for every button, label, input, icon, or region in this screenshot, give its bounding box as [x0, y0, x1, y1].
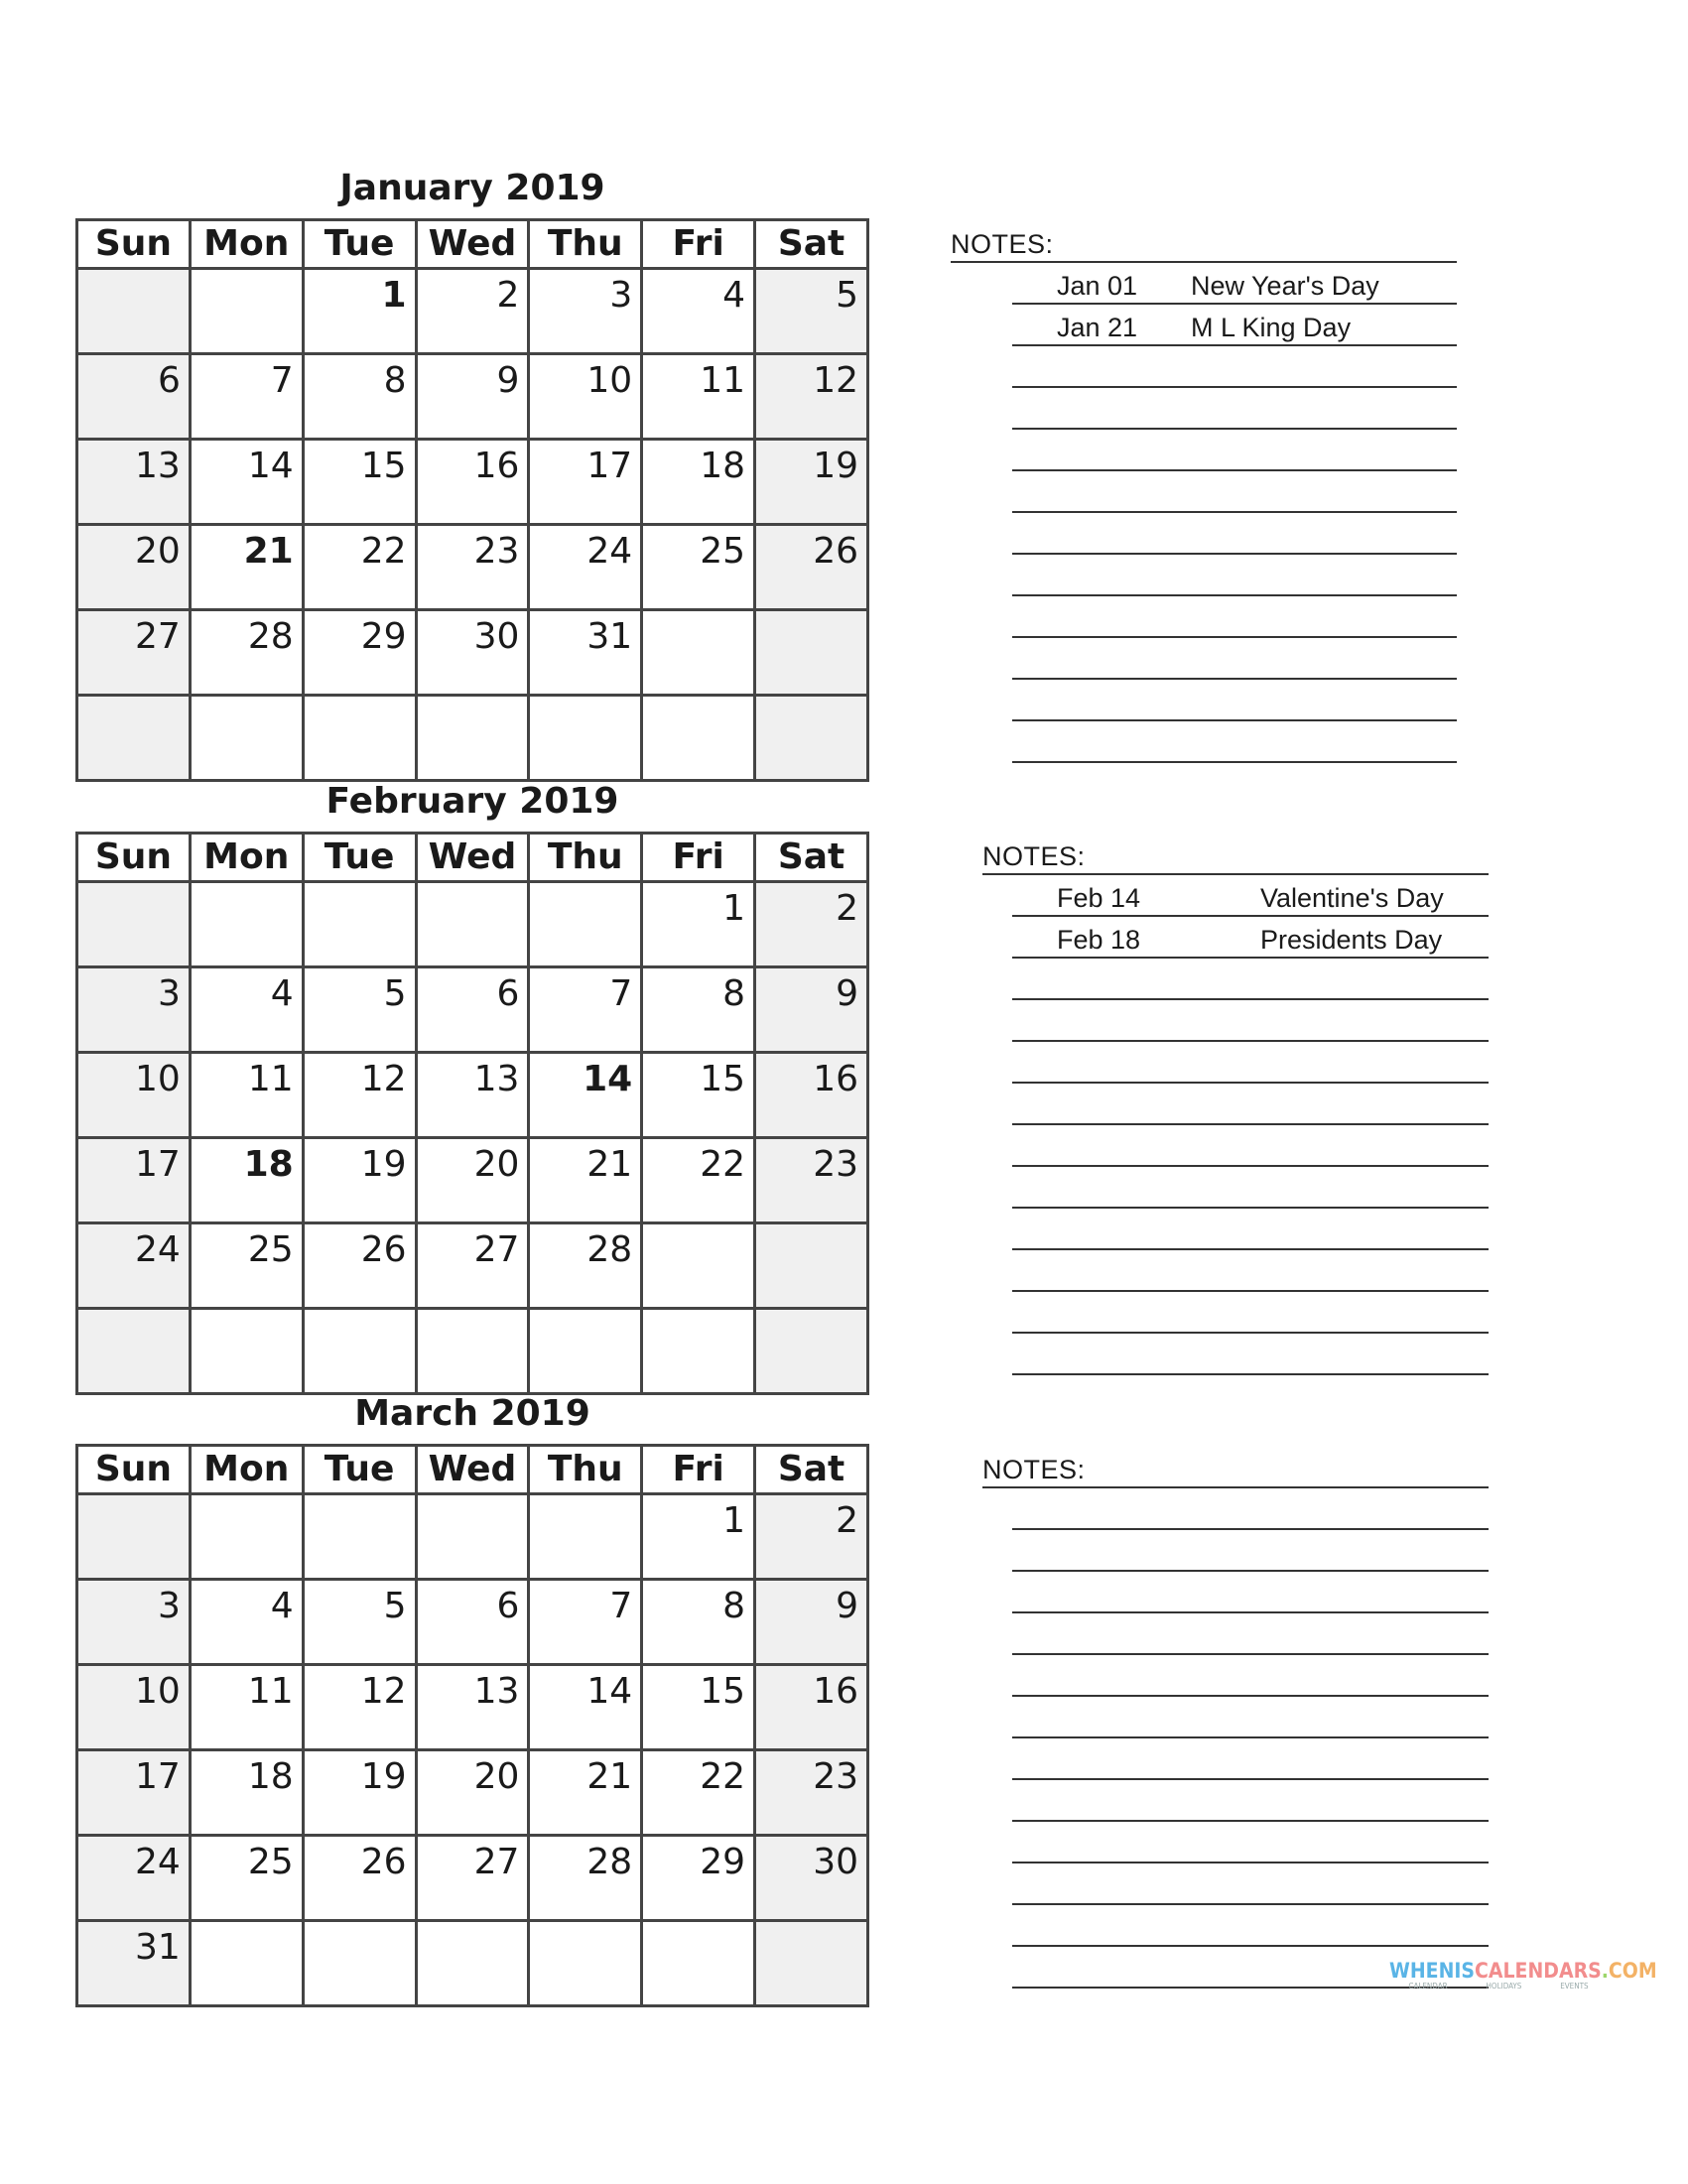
day-cell: 25: [642, 525, 755, 610]
day-cell: 18: [190, 1750, 303, 1836]
day-cell: [77, 269, 191, 354]
day-cell: 23: [755, 1750, 868, 1836]
day-cell: [755, 696, 868, 781]
day-cell: 2: [755, 1494, 868, 1580]
day-cell: [77, 882, 191, 967]
weekday-header: Mon: [190, 220, 303, 269]
day-cell: [755, 610, 868, 696]
day-cell: 12: [303, 1665, 416, 1750]
day-cell: [190, 882, 303, 967]
day-cell: 22: [642, 1750, 755, 1836]
day-cell: 7: [529, 967, 642, 1053]
day-cell: 26: [303, 1836, 416, 1921]
note-line[interactable]: [1012, 1822, 1489, 1863]
week-row: [77, 1580, 868, 1665]
day-cell: 17: [529, 440, 642, 525]
day-cell: 19: [303, 1138, 416, 1223]
day-cell: 8: [303, 354, 416, 440]
note-line[interactable]: [1012, 1780, 1489, 1822]
day-cell: 20: [77, 525, 191, 610]
day-cell: 6: [416, 1580, 529, 1665]
day-cell: 2: [755, 882, 868, 967]
day-cell: 17: [77, 1138, 191, 1223]
day-cell: 11: [190, 1053, 303, 1138]
day-cell: [303, 1494, 416, 1580]
day-cell: 23: [755, 1138, 868, 1223]
day-cell: [416, 1309, 529, 1394]
day-cell: 26: [755, 525, 868, 610]
weekday-header: Wed: [416, 1446, 529, 1494]
week-row: [77, 525, 868, 610]
day-cell: 24: [77, 1223, 191, 1309]
day-cell: [755, 1309, 868, 1394]
day-cell: 18: [642, 440, 755, 525]
day-cell: 14: [529, 1053, 642, 1138]
day-cell: 9: [416, 354, 529, 440]
note-line[interactable]: [1012, 513, 1457, 555]
day-cell: 2: [416, 269, 529, 354]
day-cell: [190, 1921, 303, 2006]
weekday-header: Sat: [755, 834, 868, 882]
day-cell: 27: [416, 1836, 529, 1921]
note-line[interactable]: [1012, 1738, 1489, 1780]
week-row: [77, 882, 868, 967]
day-cell: 13: [416, 1053, 529, 1138]
day-cell: [77, 1309, 191, 1394]
weekday-header: Mon: [190, 1446, 303, 1494]
note-line[interactable]: [1012, 555, 1457, 596]
day-cell: 16: [755, 1053, 868, 1138]
day-cell: [529, 1494, 642, 1580]
note-date: Jan 01: [1057, 271, 1138, 301]
note-date: Feb 14: [1057, 883, 1141, 913]
note-date: Feb 18: [1057, 925, 1141, 955]
day-cell: 21: [190, 525, 303, 610]
day-cell: [642, 1921, 755, 2006]
day-cell: 4: [190, 1580, 303, 1665]
day-cell: 24: [529, 525, 642, 610]
calendar-grid-january: [75, 218, 869, 782]
day-cell: [529, 696, 642, 781]
note-line[interactable]: [1012, 346, 1457, 388]
weekday-header: Tue: [303, 1446, 416, 1494]
day-cell: [529, 1921, 642, 2006]
note-line[interactable]: [1012, 388, 1457, 430]
day-cell: 13: [416, 1665, 529, 1750]
day-cell: 31: [529, 610, 642, 696]
note-line[interactable]: [1012, 917, 1489, 959]
day-cell: 30: [755, 1836, 868, 1921]
weekday-header: Thu: [529, 1446, 642, 1494]
day-cell: [303, 1921, 416, 2006]
note-line[interactable]: [1012, 1530, 1489, 1572]
note-line[interactable]: [1012, 1613, 1489, 1655]
day-cell: [190, 1309, 303, 1394]
day-cell: 15: [642, 1665, 755, 1750]
note-line[interactable]: [1012, 638, 1457, 680]
day-cell: 13: [77, 440, 191, 525]
day-cell: 29: [642, 1836, 755, 1921]
day-cell: 9: [755, 967, 868, 1053]
note-line[interactable]: [1012, 1697, 1489, 1738]
day-cell: 23: [416, 525, 529, 610]
day-cell: 4: [642, 269, 755, 354]
day-cell: 16: [755, 1665, 868, 1750]
day-cell: 21: [529, 1138, 642, 1223]
day-cell: 7: [529, 1580, 642, 1665]
week-row: [77, 1750, 868, 1836]
weekday-header: Fri: [642, 220, 755, 269]
day-cell: 14: [529, 1665, 642, 1750]
month-title: February 2019: [325, 781, 619, 822]
note-line[interactable]: [1012, 596, 1457, 638]
day-cell: 9: [755, 1580, 868, 1665]
day-cell: 28: [190, 610, 303, 696]
day-cell: 3: [529, 269, 642, 354]
day-cell: 3: [77, 1580, 191, 1665]
weekday-header: Wed: [416, 834, 529, 882]
note-line[interactable]: [1012, 1488, 1489, 1530]
note-line[interactable]: [1012, 305, 1457, 346]
day-cell: [642, 1309, 755, 1394]
note-line[interactable]: [1012, 959, 1489, 1000]
note-line[interactable]: [1012, 1572, 1489, 1613]
week-row: [77, 696, 868, 781]
day-cell: [416, 1921, 529, 2006]
week-row: [77, 1494, 868, 1580]
weekday-header: Tue: [303, 220, 416, 269]
weekday-header: Sat: [755, 1446, 868, 1494]
weekday-header: Wed: [416, 220, 529, 269]
day-cell: 22: [303, 525, 416, 610]
day-cell: [755, 1921, 868, 2006]
day-cell: 17: [77, 1750, 191, 1836]
day-cell: 10: [529, 354, 642, 440]
day-cell: 8: [642, 1580, 755, 1665]
note-line[interactable]: [1012, 1250, 1489, 1292]
day-cell: [303, 1309, 416, 1394]
notes-label: NOTES:: [982, 1453, 1489, 1488]
day-cell: 27: [77, 610, 191, 696]
month-title: March 2019: [354, 1393, 590, 1434]
day-cell: 31: [77, 1921, 191, 2006]
note-line[interactable]: [1012, 1042, 1489, 1084]
day-cell: 28: [529, 1836, 642, 1921]
day-cell: 6: [77, 354, 191, 440]
notes-panel-february: [982, 839, 1489, 1375]
note-holiday-name: M L King Day: [1191, 313, 1352, 342]
day-cell: 20: [416, 1750, 529, 1836]
week-row: [77, 967, 868, 1053]
day-cell: 28: [529, 1223, 642, 1309]
day-cell: [303, 882, 416, 967]
day-cell: 4: [190, 967, 303, 1053]
day-cell: [303, 696, 416, 781]
day-cell: 22: [642, 1138, 755, 1223]
day-cell: [755, 1223, 868, 1309]
month-title: January 2019: [339, 168, 605, 208]
day-cell: 5: [755, 269, 868, 354]
day-cell: 8: [642, 967, 755, 1053]
day-cell: 19: [755, 440, 868, 525]
day-cell: 5: [303, 1580, 416, 1665]
day-cell: 10: [77, 1053, 191, 1138]
weekday-header: Mon: [190, 834, 303, 882]
day-cell: [190, 269, 303, 354]
note-line[interactable]: [1012, 430, 1457, 471]
note-date: Jan 21: [1057, 313, 1138, 342]
note-line[interactable]: [1012, 1655, 1489, 1697]
day-cell: [642, 696, 755, 781]
note-line[interactable]: [1012, 721, 1457, 763]
note-line[interactable]: [1012, 1334, 1489, 1375]
day-cell: 1: [642, 1494, 755, 1580]
note-line[interactable]: [1012, 875, 1489, 917]
day-cell: [529, 882, 642, 967]
day-cell: [77, 1494, 191, 1580]
day-cell: 25: [190, 1223, 303, 1309]
week-row: [77, 1836, 868, 1921]
note-holiday-name: Presidents Day: [1260, 925, 1443, 955]
day-cell: 7: [190, 354, 303, 440]
watermark-logo: WHENISCALENDARS.COM CALENDAR HOLIDAYS EVENTS: [1389, 1959, 1657, 1991]
weekday-header: Sun: [77, 834, 191, 882]
week-row: [77, 440, 868, 525]
weekday-header: Thu: [529, 834, 642, 882]
day-cell: 26: [303, 1223, 416, 1309]
day-cell: 10: [77, 1665, 191, 1750]
week-row: [77, 1053, 868, 1138]
week-row: [77, 1665, 868, 1750]
day-cell: 1: [642, 882, 755, 967]
calendar-grid-february: [75, 832, 869, 1395]
day-cell: 14: [190, 440, 303, 525]
day-cell: 27: [416, 1223, 529, 1309]
day-cell: 12: [303, 1053, 416, 1138]
day-cell: 29: [303, 610, 416, 696]
note-line[interactable]: [1012, 680, 1457, 721]
day-cell: 6: [416, 967, 529, 1053]
weekday-header: Sat: [755, 220, 868, 269]
note-holiday-name: Valentine's Day: [1260, 883, 1444, 913]
note-line[interactable]: [1012, 1863, 1489, 1905]
week-row: [77, 1921, 868, 2006]
day-cell: 5: [303, 967, 416, 1053]
week-row: [77, 1138, 868, 1223]
weekday-header: Thu: [529, 220, 642, 269]
day-cell: 11: [190, 1665, 303, 1750]
day-cell: [190, 696, 303, 781]
day-cell: 21: [529, 1750, 642, 1836]
calendar-grid-march: [75, 1444, 869, 2007]
day-cell: 18: [190, 1138, 303, 1223]
day-cell: 30: [416, 610, 529, 696]
note-line[interactable]: [1012, 263, 1457, 305]
weekday-header: Tue: [303, 834, 416, 882]
day-cell: [642, 610, 755, 696]
day-cell: [416, 1494, 529, 1580]
note-line[interactable]: [1012, 1000, 1489, 1042]
note-line[interactable]: [1012, 1125, 1489, 1167]
day-cell: [190, 1494, 303, 1580]
notes-label: NOTES:: [951, 227, 1457, 263]
note-line[interactable]: [1012, 1905, 1489, 1947]
note-line[interactable]: [1012, 1292, 1489, 1334]
week-row: [77, 610, 868, 696]
day-cell: [416, 696, 529, 781]
day-cell: 25: [190, 1836, 303, 1921]
note-line[interactable]: [1012, 471, 1457, 513]
weekday-header: Fri: [642, 1446, 755, 1494]
notes-panel-march: [982, 1453, 1489, 1989]
note-line[interactable]: [1012, 1084, 1489, 1125]
notes-label: NOTES:: [982, 839, 1489, 875]
week-row: [77, 269, 868, 354]
notes-panel-january: [951, 227, 1457, 763]
day-cell: [529, 1309, 642, 1394]
weekday-header: Sun: [77, 220, 191, 269]
day-cell: 12: [755, 354, 868, 440]
week-row: [77, 1223, 868, 1309]
day-cell: 24: [77, 1836, 191, 1921]
day-cell: 20: [416, 1138, 529, 1223]
weekday-header: Fri: [642, 834, 755, 882]
day-cell: [416, 882, 529, 967]
day-cell: 15: [642, 1053, 755, 1138]
day-cell: 15: [303, 440, 416, 525]
note-line[interactable]: [1012, 1209, 1489, 1250]
note-holiday-name: New Year's Day: [1191, 271, 1379, 301]
day-cell: 1: [303, 269, 416, 354]
week-row: [77, 1309, 868, 1394]
day-cell: [77, 696, 191, 781]
weekday-header: Sun: [77, 1446, 191, 1494]
day-cell: [642, 1223, 755, 1309]
day-cell: 16: [416, 440, 529, 525]
note-line[interactable]: [1012, 1167, 1489, 1209]
day-cell: 3: [77, 967, 191, 1053]
day-cell: 19: [303, 1750, 416, 1836]
day-cell: 11: [642, 354, 755, 440]
week-row: [77, 354, 868, 440]
